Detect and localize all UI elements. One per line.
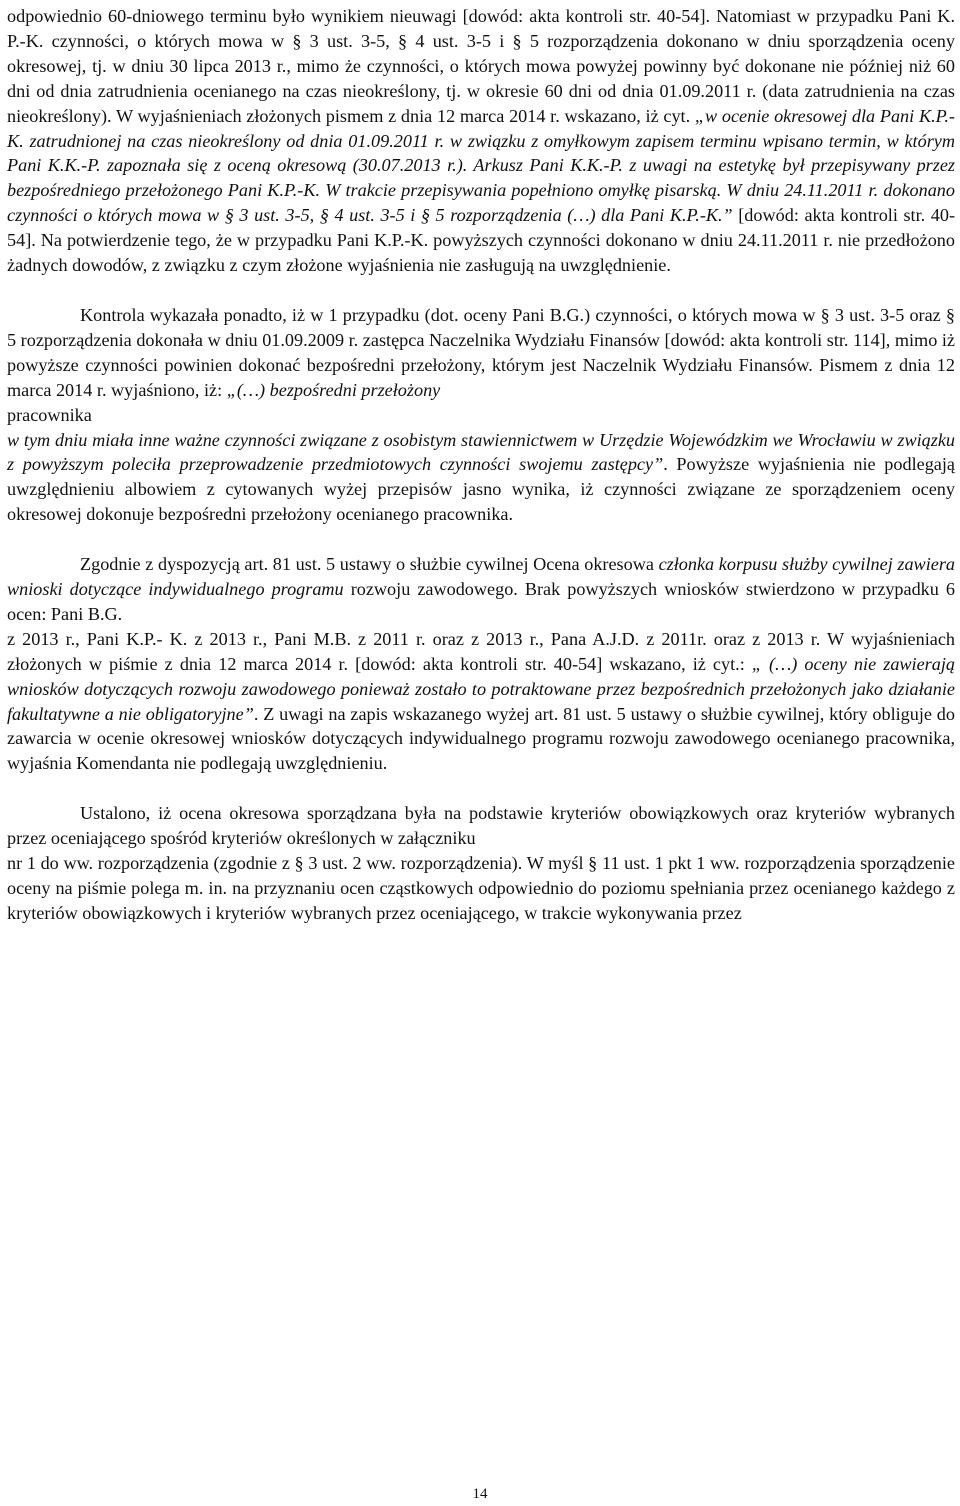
paragraph-gap [7, 527, 955, 552]
paragraph-2-quote-start: „(…) bezpośredni przełożony [226, 379, 441, 400]
paragraph-3-line: z 2013 r., Pani K.P.- K. z 2013 r., Pani M.B. z 2011 r. oraz z 2013 r., Pana A.J.D. z 2011r. oraz z 2013 r. W wyjaśnieniach złożonych w piśmie z dnia 12 marca 2014 r. [dowód: akta kontroli str. 40-54] wskazano, iż cyt.: [7, 628, 955, 674]
paragraph-1-quote: „w ocenie okresowej dla Pani K.P.-K. zatrudnionej na czas nieokreślony od dnia 01.09.2011 r. w związku z omyłkowym zapisem terminu wpisano termin, w którym Pani K.K.-P. zapoznała się z oceną okresową (30.07.2013 r.). Arkusz Pani K.K.-P. z uwagi na estetykę był przepisywany przez bezpośredniego przełożonego Pani K.P.-K. W trakcie przepisywania popełniono omyłkę pisarską. W dniu 24.11.2011 r. dokonano czynności o których mowa w § 3 ust. 3-5, § 4 ust. 3-5 i § 5 rozporządzenia (…) dla Pani K.P.-K.” [7, 105, 955, 226]
paragraph-gap [7, 776, 955, 801]
paragraph-2-quote: w tym dniu miała inne ważne czynności związane z osobistym stawiennictwem w Urzędzie Wojewódzkim we Wrocławiu w związku z powyższym poleciła przeprowadzenie przedmiotowych czynności swojemu zastępcy” [7, 429, 955, 475]
paragraph-2-continued [7, 428, 955, 528]
paragraph-3-quote: „ (…) oceny nie zawierają wniosków dotyczących rozwoju zawodowego ponieważ zostało to potraktowane przez bezpośrednich przełożonych jako działanie fakultatywne a nie obligatoryjne” [7, 653, 955, 724]
paragraph-4-line: nr 1 do ww. rozporządzenia (zgodnie z § 3 ust. 2 ww. rozporządzenia). W myśl § 11 ust. 1 pkt 1 ww. rozporządzenia sporządzenie oceny na piśmie polega m. in. na przyznaniu ocen cząstkowych odpowiednio do poziomu spełniania przez ocenianego każdego z kryteriów obowiązkowych i kryteriów wybranych przez oceniającego, w trakcie wykonywania przez [7, 853, 955, 923]
paragraph-3-text-end: . Z uwagi na zapis wskazanego wyżej art. 81 ust. 5 ustawy o służbie cywilnej, który obliguje do zawarcia w ocenie okresowej wniosków dotyczących indywidualnego programu rozwoju zawodowego ocenianego pracownika, wyjaśnia Komendanta nie podlegają uwzględnieniu. [7, 703, 955, 774]
paragraph-2-text-end: . Powyższe wyjaśnienia nie podlegają uwzględnieniu albowiem z cytowanych wyżej przepisów jasno wynika, iż czynności związane ze sporządzeniem oceny okresowej dokonuje bezpośredni przełożony ocenianego pracownika. [7, 454, 955, 525]
paragraph-2-line: pracownika [7, 404, 92, 425]
paragraph-3-text: Zgodnie z dyspozycją art. 81 ust. 5 ustawy o służbie cywilnej Ocena okresowa [80, 554, 659, 575]
paragraph-2 [7, 303, 955, 527]
paragraph-3 [7, 552, 955, 776]
paragraph-3-italic: członka korpusu służby cywilnej zawiera wnioski dotyczące indywidualnego programu [7, 554, 955, 600]
paragraph-3-continued [7, 627, 955, 776]
paragraph-1-text: odpowiednio 60-dniowego terminu było wynikiem nieuwagi [dowód: akta kontroli str. 40-54]. Natomiast w przypadku Pani K. P.-K. czynności, o których mowa w § 3 ust. 3-5, § 4 ust. 3-5 i § 5 rozporządzenia dokonano w dniu sporządzenia oceny okresowej, tj. w dniu 30 lipca 2013 r., mimo że czynności, o których mowa powyżej powinny być dokonane nie później niż 60 dni od dnia zatrudnienia ocenianego na czas nieokreślony, tj. w okresie 60 dni od dnia 01.09.2011 r. (data zatrudnienia na czas nieokreślony). W wyjaśnieniach złożonych pismem z dnia 12 marca 2014 r. wskazano, iż cyt. [7, 6, 955, 126]
paragraph-3-text-mid: rozwoju zawodowego. Brak powyższych wniosków stwierdzono w przypadku 6 ocen: Pani B.G. [7, 579, 955, 624]
page-number: 14 [472, 1486, 488, 1502]
paragraph-1-text-end: [dowód: akta kontroli str. 40-54]. Na potwierdzenie tego, że w przypadku Pani K.P.-K. powyższych czynności dokonano w dniu 24.11.2011 r. nie przedłożono żadnych dowodów, z związku z czym złożone wyjaśnienia nie zasługują na uwzględnienie. [7, 205, 956, 276]
paragraph-4 [7, 801, 955, 926]
paragraph-2-text: Kontrola wykazała ponadto, iż w 1 przypadku (dot. oceny Pani B.G.) czynności, o których mowa w § 3 ust. 3-5 oraz § 5 rozporządzenia dokonała w dniu 01.09.2009 r. zastępca Naczelnika Wydziału Finansów [dowód: akta kontroli str. 114], mimo iż powyższe czynności powinien dokonać bezpośredni przełożony, którym jest Naczelnik Wydziału Finansów. Pismem z dnia 12 marca 2014 r. wyjaśniono, iż: [7, 304, 955, 400]
paragraph-1 [7, 4, 955, 278]
paragraph-4-continued [7, 851, 955, 926]
paragraph-4-text: Ustalono, iż ocena okresowa sporządzana była na podstawie kryteriów obowiązkowych oraz kryteriów wybranych przez oceniającego spośród kryteriów określonych w załączniku [7, 803, 955, 849]
paragraph-gap [7, 278, 955, 303]
document-page [7, 4, 955, 926]
